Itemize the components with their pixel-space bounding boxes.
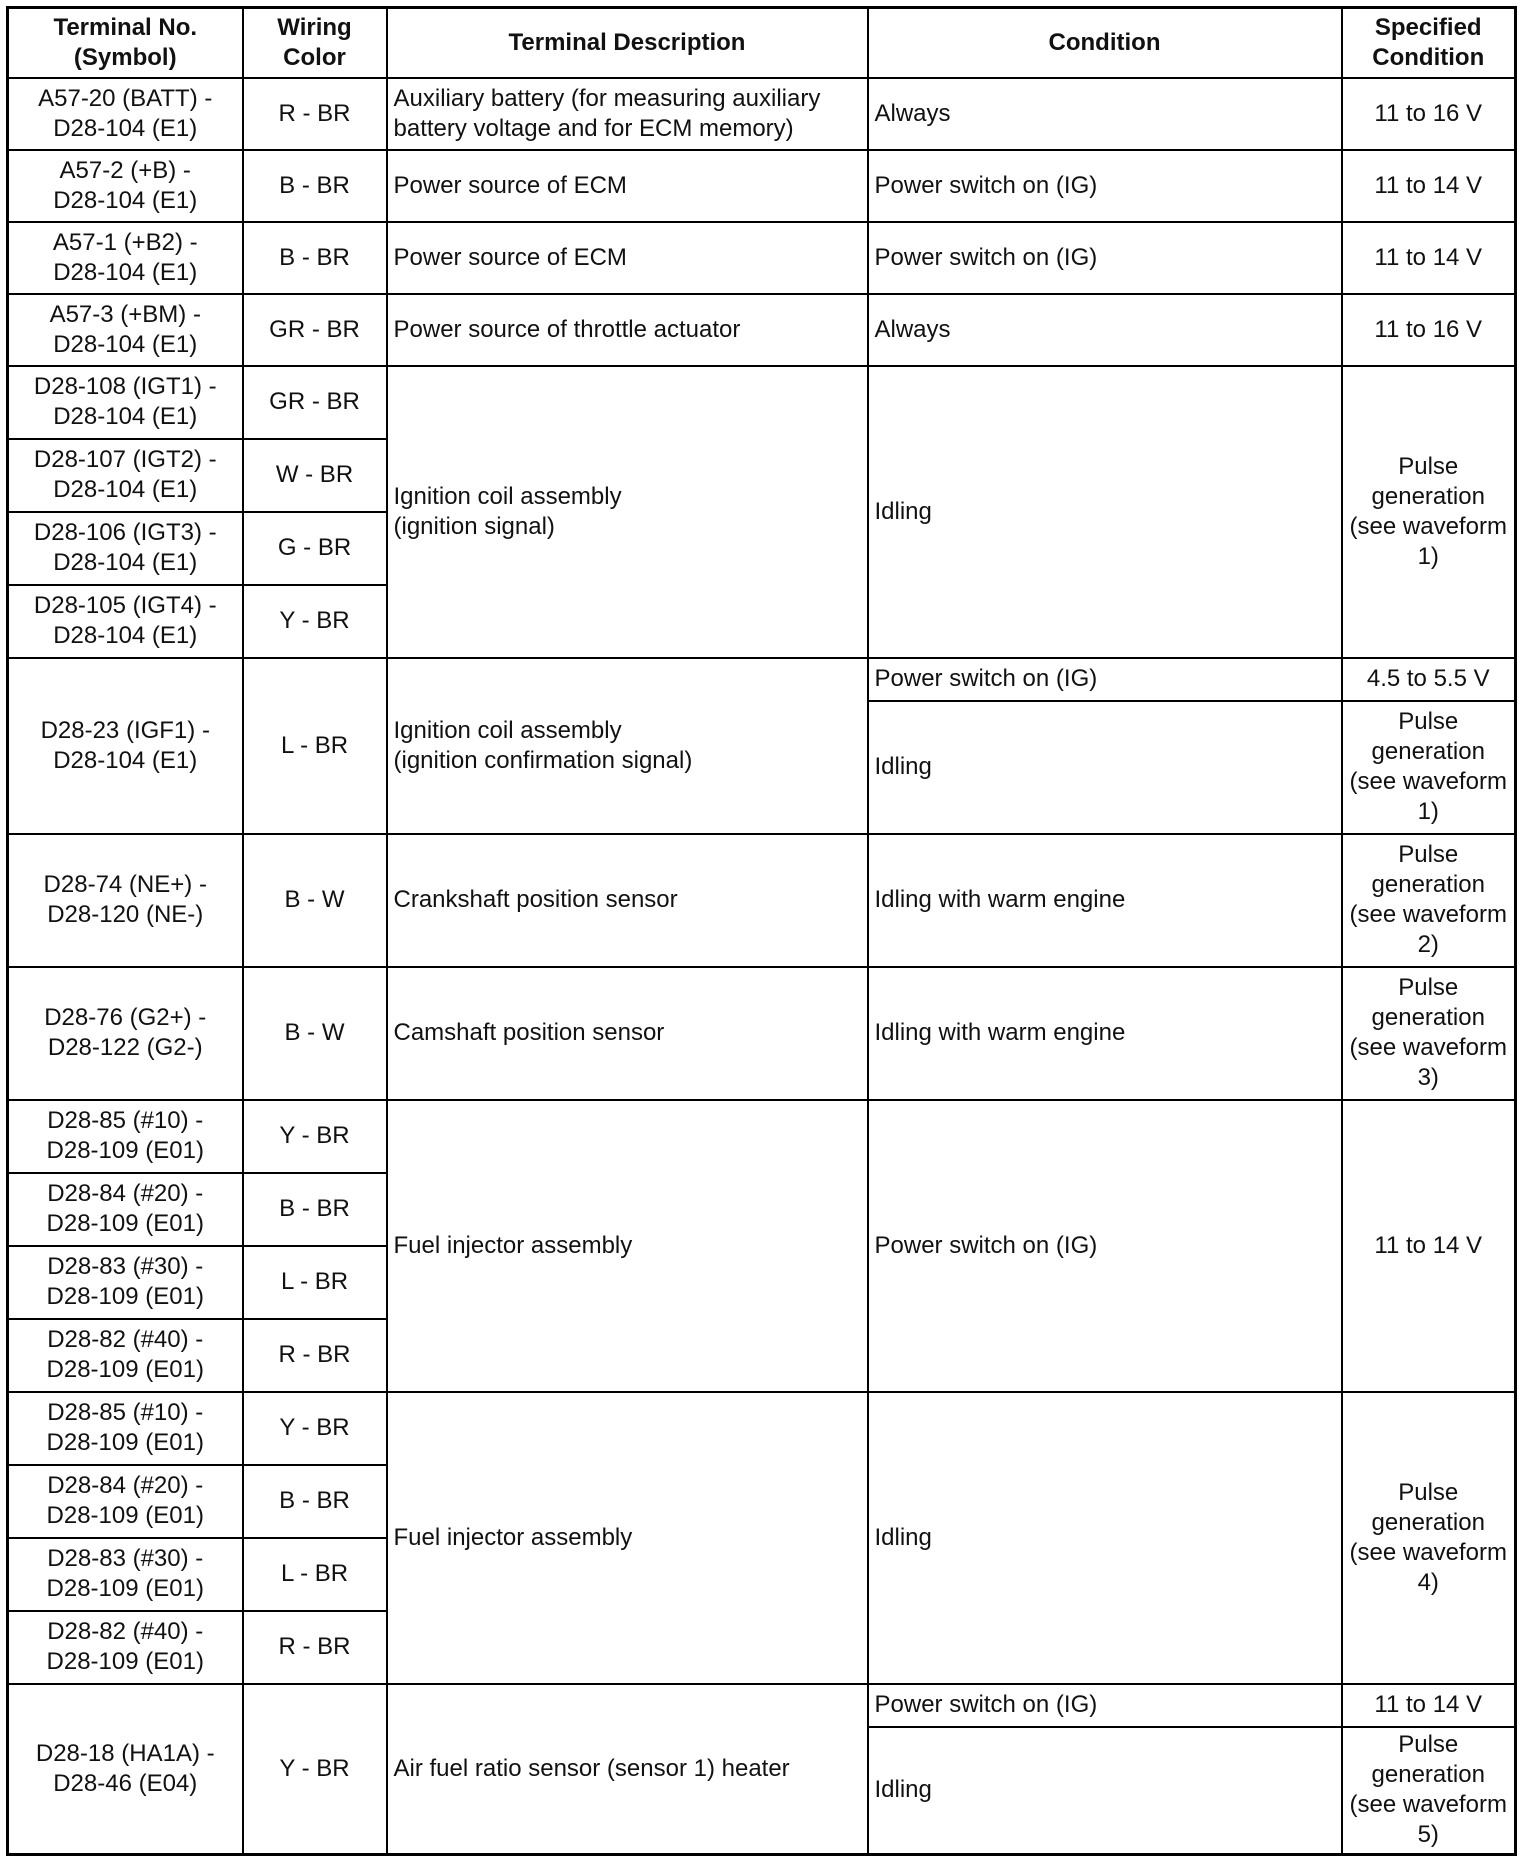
terminal-cell: D28-85 (#10) - D28-109 (E01) [8, 1100, 243, 1173]
description-cell: Auxiliary battery (for measuring auxiliary battery voltage and for ECM memory) [387, 78, 868, 150]
condition-cell: Idling [868, 1392, 1342, 1684]
description-cell: Fuel injector assembly [387, 1100, 868, 1392]
wiring-cell: R - BR [243, 1611, 387, 1684]
wiring-cell: B - BR [243, 1465, 387, 1538]
terminal-cell: A57-1 (+B2) - D28-104 (E1) [8, 222, 243, 294]
description-cell: Ignition coil assembly (ignition signal) [387, 366, 868, 658]
specified-cell: Pulse generation (see waveform 5) [1342, 1727, 1516, 1855]
terminal-cell: D28-84 (#20) - D28-109 (E01) [8, 1465, 243, 1538]
wiring-cell: B - BR [243, 1173, 387, 1246]
specified-cell: 11 to 16 V [1342, 294, 1516, 366]
description-cell: Power source of ECM [387, 150, 868, 222]
wiring-cell: Y - BR [243, 1392, 387, 1465]
specified-cell: 11 to 16 V [1342, 78, 1516, 150]
header-wiring: Wiring Color [243, 8, 387, 78]
table-row [8, 658, 1516, 701]
wiring-cell: Y - BR [243, 1100, 387, 1173]
condition-cell: Idling [868, 1727, 1342, 1855]
terminal-table [6, 6, 1517, 1856]
table-row [8, 222, 1516, 294]
header-condition: Condition [868, 8, 1342, 78]
specified-cell: Pulse generation (see waveform 1) [1342, 701, 1516, 834]
specified-cell: 11 to 14 V [1342, 1100, 1516, 1392]
condition-cell: Power switch on (IG) [868, 1100, 1342, 1392]
table-row [8, 834, 1516, 967]
terminal-cell: D28-105 (IGT4) - D28-104 (E1) [8, 585, 243, 658]
wiring-cell: G - BR [243, 512, 387, 585]
description-cell: Air fuel ratio sensor (sensor 1) heater [387, 1684, 868, 1855]
specified-cell: 11 to 14 V [1342, 222, 1516, 294]
terminal-cell: A57-3 (+BM) - D28-104 (E1) [8, 294, 243, 366]
terminal-cell: D28-84 (#20) - D28-109 (E01) [8, 1173, 243, 1246]
specified-cell: Pulse generation (see waveform 3) [1342, 967, 1516, 1100]
terminal-cell: D28-74 (NE+) - D28-120 (NE-) [8, 834, 243, 967]
header-row [8, 8, 1516, 78]
specified-cell: Pulse generation (see waveform 4) [1342, 1392, 1516, 1684]
condition-cell: Always [868, 294, 1342, 366]
wiring-cell: R - BR [243, 1319, 387, 1392]
wiring-cell: GR - BR [243, 366, 387, 439]
wiring-cell: B - W [243, 834, 387, 967]
terminal-cell: A57-2 (+B) - D28-104 (E1) [8, 150, 243, 222]
condition-cell: Power switch on (IG) [868, 658, 1342, 701]
description-cell: Fuel injector assembly [387, 1392, 868, 1684]
wiring-cell: B - BR [243, 222, 387, 294]
condition-cell: Power switch on (IG) [868, 1684, 1342, 1727]
wiring-cell: B - BR [243, 150, 387, 222]
description-cell: Camshaft position sensor [387, 967, 868, 1100]
wiring-cell: Y - BR [243, 1684, 387, 1855]
terminal-cell: D28-82 (#40) - D28-109 (E01) [8, 1319, 243, 1392]
wiring-cell: GR - BR [243, 294, 387, 366]
specified-cell: Pulse generation (see waveform 2) [1342, 834, 1516, 967]
header-specified: Specified Condition [1342, 8, 1516, 78]
wiring-cell: L - BR [243, 1246, 387, 1319]
terminal-cell: D28-83 (#30) - D28-109 (E01) [8, 1246, 243, 1319]
specified-cell: 11 to 14 V [1342, 1684, 1516, 1727]
condition-cell: Idling with warm engine [868, 834, 1342, 967]
table-row [8, 294, 1516, 366]
description-cell: Power source of throttle actuator [387, 294, 868, 366]
terminal-cell: D28-106 (IGT3) - D28-104 (E1) [8, 512, 243, 585]
table-row [8, 1392, 1516, 1465]
table-row [8, 1684, 1516, 1727]
condition-cell: Idling with warm engine [868, 967, 1342, 1100]
wiring-cell: R - BR [243, 78, 387, 150]
terminal-cell: D28-108 (IGT1) - D28-104 (E1) [8, 366, 243, 439]
wiring-cell: L - BR [243, 658, 387, 834]
wiring-cell: W - BR [243, 439, 387, 512]
table-row [8, 967, 1516, 1100]
description-cell: Power source of ECM [387, 222, 868, 294]
condition-cell: Power switch on (IG) [868, 222, 1342, 294]
terminal-cell: A57-20 (BATT) - D28-104 (E1) [8, 78, 243, 150]
condition-cell: Idling [868, 701, 1342, 834]
terminal-cell: D28-107 (IGT2) - D28-104 (E1) [8, 439, 243, 512]
table-row [8, 366, 1516, 439]
table-row [8, 150, 1516, 222]
table-row [8, 78, 1516, 150]
condition-cell: Power switch on (IG) [868, 150, 1342, 222]
specified-cell: 4.5 to 5.5 V [1342, 658, 1516, 701]
specified-cell: Pulse generation (see waveform 1) [1342, 366, 1516, 658]
terminal-cell: D28-18 (HA1A) - D28-46 (E04) [8, 1684, 243, 1855]
specified-cell: 11 to 14 V [1342, 150, 1516, 222]
condition-cell: Idling [868, 366, 1342, 658]
terminal-cell: D28-85 (#10) - D28-109 (E01) [8, 1392, 243, 1465]
description-cell: Crankshaft position sensor [387, 834, 868, 967]
terminal-cell: D28-23 (IGF1) - D28-104 (E1) [8, 658, 243, 834]
header-terminal: Terminal No. (Symbol) [8, 8, 243, 78]
terminal-cell: D28-83 (#30) - D28-109 (E01) [8, 1538, 243, 1611]
wiring-cell: B - W [243, 967, 387, 1100]
header-description: Terminal Description [387, 8, 868, 78]
terminal-cell: D28-76 (G2+) - D28-122 (G2-) [8, 967, 243, 1100]
description-cell: Ignition coil assembly (ignition confirmation signal) [387, 658, 868, 834]
terminal-cell: D28-82 (#40) - D28-109 (E01) [8, 1611, 243, 1684]
wiring-cell: Y - BR [243, 585, 387, 658]
wiring-cell: L - BR [243, 1538, 387, 1611]
condition-cell: Always [868, 78, 1342, 150]
table-row [8, 1100, 1516, 1173]
